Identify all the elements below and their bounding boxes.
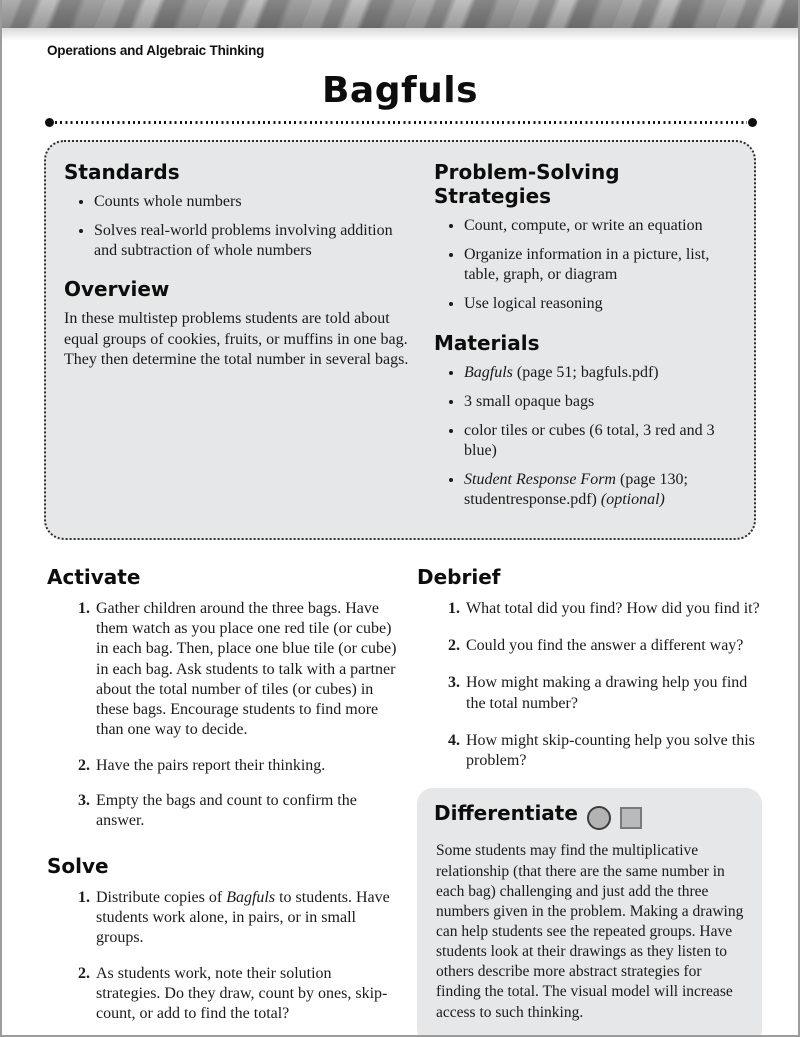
differentiate-box [417,788,762,1037]
lesson-info-box [44,140,756,540]
body-left-column [47,565,397,1037]
list-item: • Student Response Form (page 130; studentresponse.pdf) (optional) [464,470,738,510]
list-item: • Use logical reasoning [464,294,738,314]
list-item: 3. How might making a drawing help you find the total number? [464,673,762,714]
list-item: • Solves real-world problems involving addition and subtraction of whole numbers [94,221,412,261]
page-title: Bagfuls [321,70,479,111]
activate-heading: Activate [47,564,141,589]
list-item: • Bagfuls (page 51; bagfuls.pdf) [464,363,738,383]
body-right-column [417,565,762,1037]
list-item: 2. As students work, note their solution strategies. Do they draw, count by ones, skip-count, or add to find the total? [94,964,397,1025]
header-band-fade [2,28,798,41]
list-item: • color tiles or cubes (6 total, 3 red and 3 blue) [464,421,738,461]
standards-heading: Standards [64,160,180,184]
list-item: 1. What total did you find? How did you find it? [464,599,762,619]
strategies-heading: Problem-Solving Strategies [434,160,620,208]
lesson-body [2,540,798,1037]
overview-heading: Overview [64,277,170,302]
overview-text: In these multistep problems students are told about equal groups of cookies, fruits, or muffins in one bag. They then determine the total number in several bags. [64,310,409,369]
circle-icon [587,806,611,830]
differentiate-heading: Differentiate [434,801,578,826]
list-item: 2. Have the pairs report their thinking. [94,756,397,776]
info-box-left-column [62,156,412,520]
info-box-right-column [432,156,738,520]
list-item: 1. Distribute copies of Bagfuls to students. Have students work alone, in pairs, or in small groups. [94,888,397,949]
list-item: • 3 small opaque bags [464,392,738,412]
list-item: 2. Could you find the answer a different way? [464,636,762,656]
list-item: 4. How might skip-counting help you solve this problem? [464,731,762,772]
standards-list [62,192,412,261]
rule-dot-left [45,118,54,127]
materials-heading: Materials [434,330,540,355]
title-rule [49,118,753,127]
header-texture-band [2,0,798,28]
list-item: 1. Gather children around the three bags. Have them watch as you place one red tile (or cube) in each bag. Then, place one blue tile (or cube) in each bag. Ask students to talk with a partner about the total number of tiles (or cubes) in these bags. Encourage students to find more than one way to decide. [94,599,397,741]
list-item: • Organize information in a picture, list, table, graph, or diagram [464,245,738,285]
differentiate-header [434,801,745,835]
debrief-steps [417,599,762,772]
activate-steps [47,599,397,832]
list-item: • Count, compute, or write an equation [464,216,738,236]
solve-heading: Solve [47,853,109,878]
list-item: • Counts whole numbers [94,192,412,212]
rule-dotted-line [55,121,747,124]
debrief-heading: Debrief [417,564,501,589]
list-item: 3. Empty the bags and count to confirm the answer. [94,791,397,832]
rule-dot-right [748,118,757,127]
differentiate-text: Some students may find the multiplicative relationship (that there are the same number in each bag) challenging and just add the three numbers given in the problem. Making a drawing can help students see the repeated groups. Have students look at their drawings as they listen to others describe more abstract strategies for finding the total. The visual model will increase access to such thinking. [436,842,744,1021]
materials-list [432,363,738,511]
strand-label: Operations and Algebraic Thinking [47,43,265,58]
strategies-list [432,216,738,315]
solve-steps [47,888,397,1025]
square-icon [620,807,642,829]
